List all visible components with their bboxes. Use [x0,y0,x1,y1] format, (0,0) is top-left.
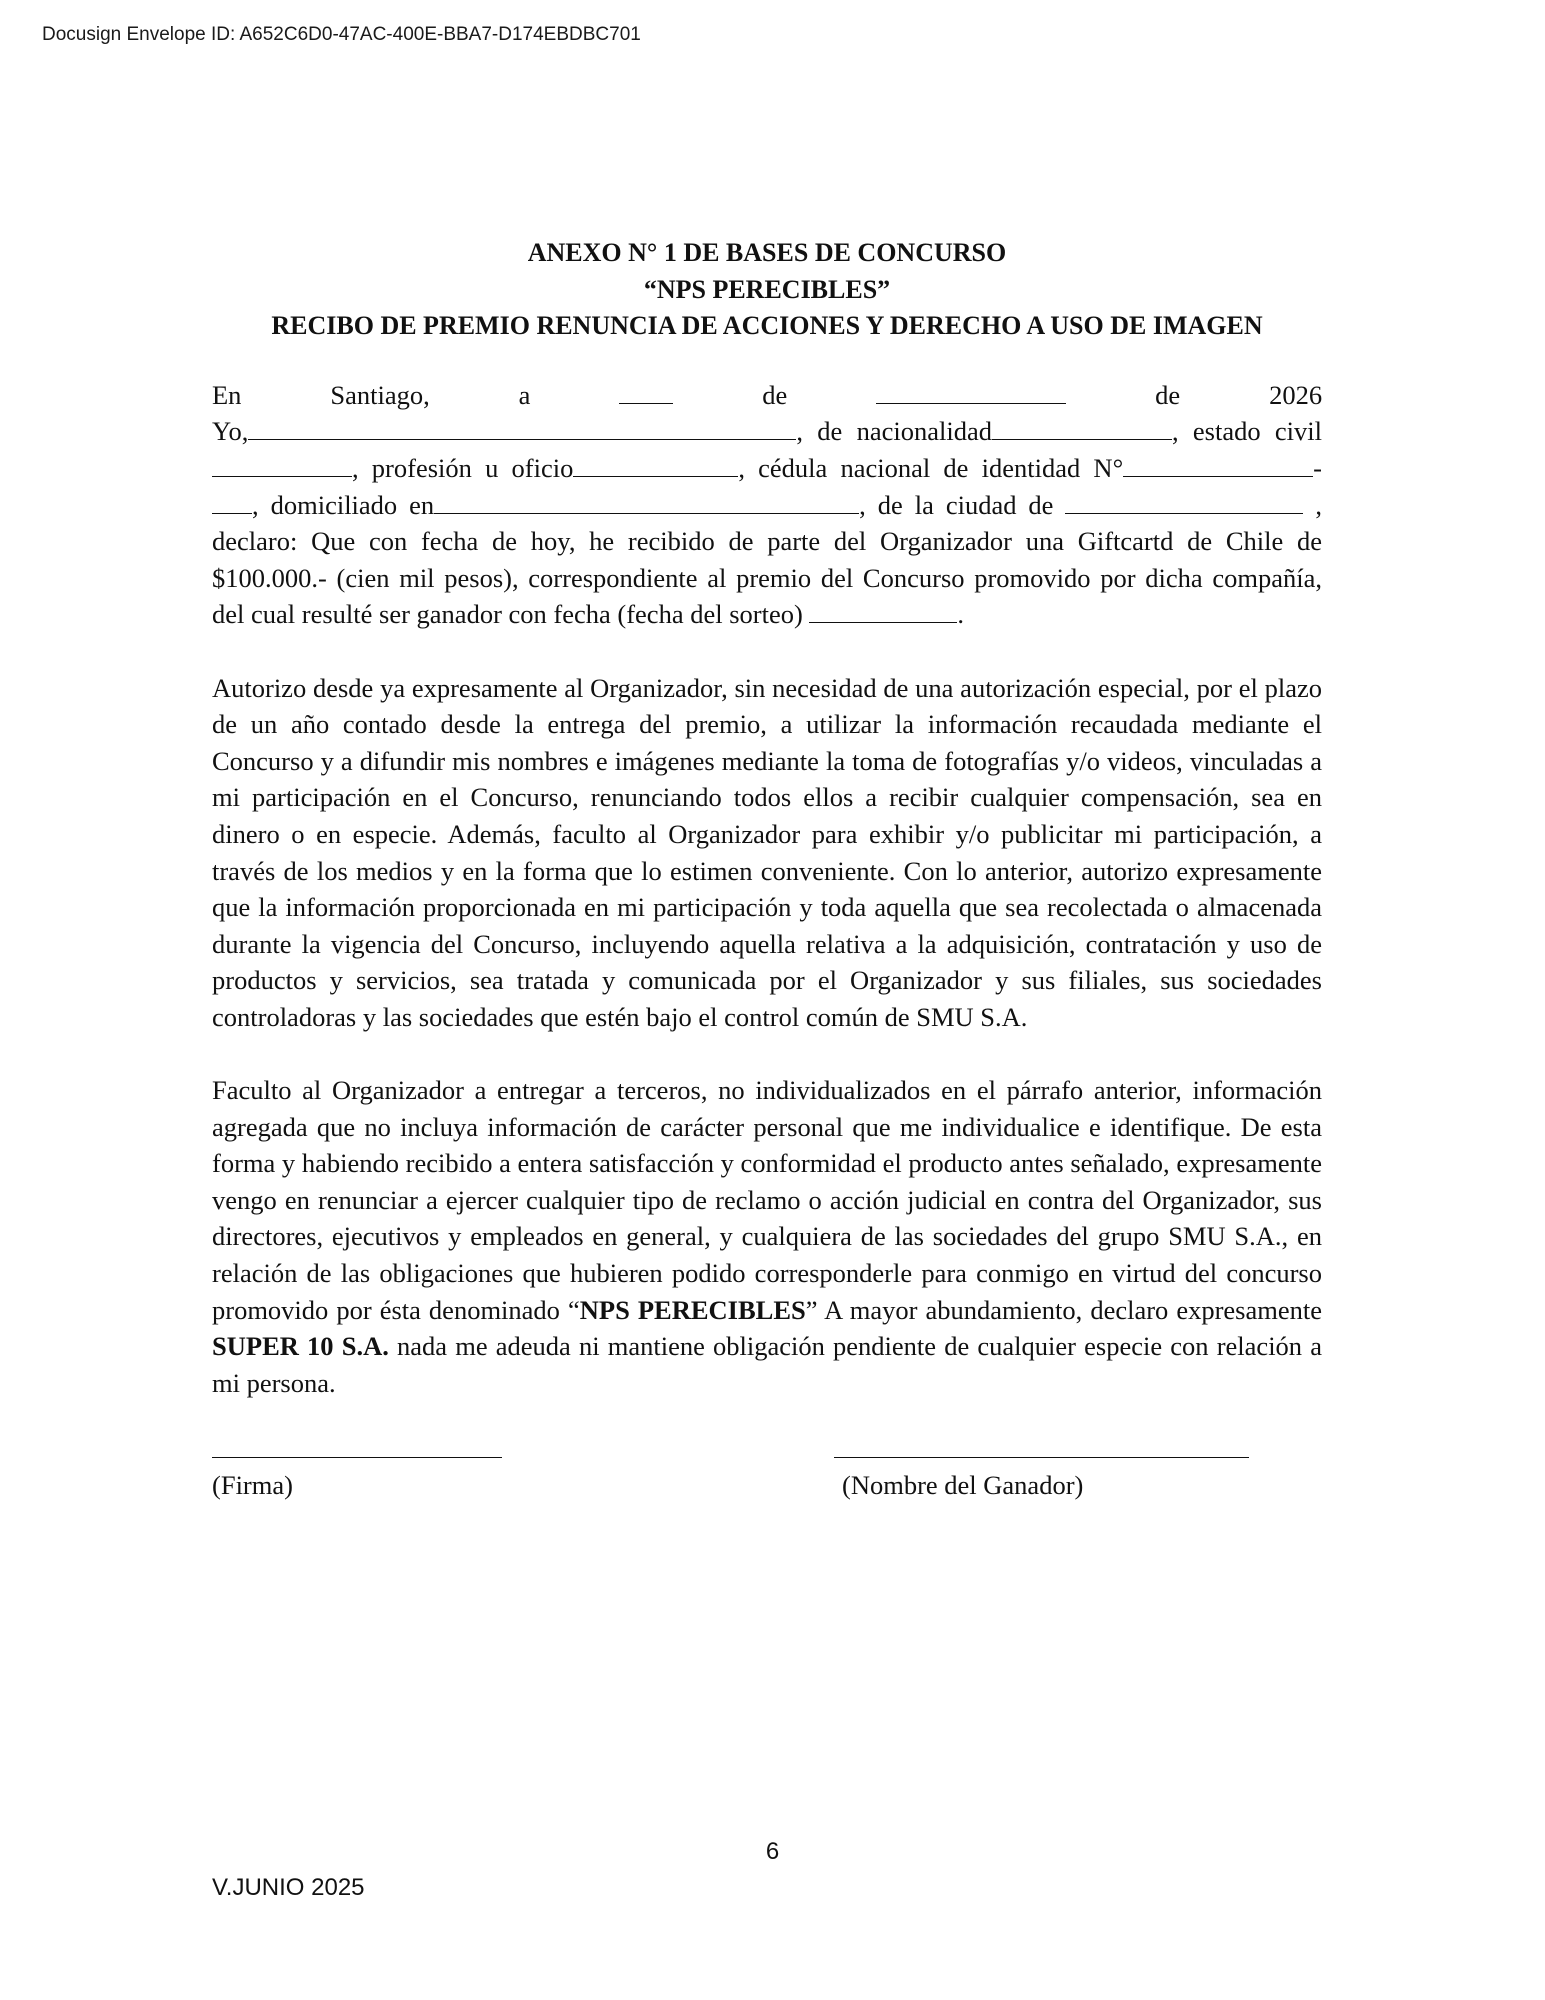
title-line-2: “NPS PERECIBLES” [643,274,891,304]
ciudad-text: , de la ciudad de [859,489,1054,520]
ciudad-blank[interactable] [1065,491,1303,514]
faculto-text-1: Faculto al Organizador a entregar a terceros, no individualizados en el párrafo anterior, información agregada que no incluya información de carácter personal que me individualice e identifique. De esta forma y habiendo recibido a entera satisfacción y conformidad el producto antes señalado, expresamente vengo en renunciar a ejercer cualquier tipo de reclamo o acción judicial en contra del Organizador, sus directores, ejecutivos y empleados en general, y cualquiera de las sociedades del grupo SMU S.A., en relación de las obligaciones que hubieren podido corresponderle para conmigo en virtud del concurso promovido por ésta denominado “ [212,1075,1322,1325]
declaro-paragraph [212,523,1322,633]
faculto-text-3: nada me adeuda ni mantiene obligación pendiente de cualquier especie con relación a mi persona. [212,1331,1322,1398]
fecha-sorteo-blank[interactable] [809,600,957,623]
form-line-name [212,413,1322,450]
yo-text: Yo, [212,416,249,447]
firma-line[interactable] [212,1457,502,1458]
year-text: 2026 [1269,379,1323,410]
document-page [212,235,1322,1543]
domiciliado-text: , domiciliado [252,489,398,520]
dash-text: - [1313,452,1322,483]
envelope-id: Docusign Envelope ID: A652C6D0-47AC-400E-BBA7-D174EBDBC701 [42,24,641,45]
en-domicilio-text: en [409,489,435,520]
profesion-blank[interactable] [573,454,738,477]
title-line-1: ANEXO N° 1 DE BASES DE CONCURSO [527,238,1007,267]
signature-block [212,1433,1322,1543]
estado-civil-text: , estado civil [1171,416,1322,447]
comma-text: , [1315,489,1323,520]
declaro-text: declaro: Que con fecha de hoy, he recibido de parte del Organizador una Giftcartd de Chile de $100.000.- (cien mil pesos), correspondiente al premio del Concurso promovido por dicha compañía, del cual resulté ser ganador con fecha (fecha del sorteo) [212,526,1322,630]
month-blank[interactable] [876,381,1066,404]
company-name-bold: SUPER 10 S.A. [212,1331,389,1362]
declaro-end: . [957,599,965,630]
nacionalidad-blank[interactable] [992,417,1172,440]
paragraph-autorizo: Autorizo desde ya expresamente al Organizador, sin necesidad de una autorización especial, por el plazo de un año contado desde la entrega del premio, a utilizar la información recaudada mediante el Concurso y a difundir mis nombres e imágenes mediante la toma de fotografías y/o videos, vinculadas a mi participación en el Concurso, renunciando todos ellos a recibir cualquier compensación, sea en dinero o en especie. Además, faculto al Organizador para exhibir y/o publicitar mi participación, a través de los medios y en la forma que lo estimen conveniente. Con lo anterior, autorizo expresamente que la información proporcionada en mi participación y toda aquella que sea recolectada o almacenada durante la vigencia del Concurso, incluyendo aquella relativa a la adquisición, contratación y uso de productos y servicios, sea tratada y comunicada por el Organizador y sus filiales, sus sociedades controladoras y las sociedades que estén bajo el control común de SMU S.A. [212,672,1322,1032]
firma-label: (Firma) [212,1470,293,1501]
domicilio-blank[interactable] [434,491,859,514]
cedula-blank[interactable] [1123,454,1313,477]
page-number: 6 [765,1838,780,1865]
title-line-3: RECIBO DE PREMIO RENUNCIA DE ACCIONES Y DERECHO A USO DE IMAGEN [271,311,1263,341]
city-text: Santiago, [330,379,430,410]
de2-text: de [1155,379,1181,410]
form-line-date [212,377,1322,414]
form-line-profesion [212,450,1322,487]
faculto-text-2: ” A mayor abundamiento, declaro expresamente [805,1294,1323,1325]
form-line-domicilio [212,487,1322,524]
de-text: de [762,379,788,410]
version-label: V.JUNIO 2025 [212,1874,365,1901]
estado-civil-blank[interactable] [212,454,352,477]
day-blank[interactable] [619,381,673,404]
name-blank[interactable] [248,417,796,440]
cedula-dv-blank[interactable] [212,491,252,514]
profesion-text: , profesión u oficio [352,452,574,483]
en-text: En [212,379,242,410]
a-text: a [518,379,531,410]
nombre-ganador-label: (Nombre del Ganador) [842,1470,1084,1501]
nacionalidad-text: , de nacionalidad [796,416,992,447]
contest-name-bold: NPS PERECIBLES [579,1294,806,1325]
form-block [212,377,1322,633]
nombre-ganador-line[interactable] [834,1457,1249,1458]
paragraph-faculto [212,1072,1322,1401]
cedula-text: , cédula nacional de identidad N° [738,452,1124,483]
